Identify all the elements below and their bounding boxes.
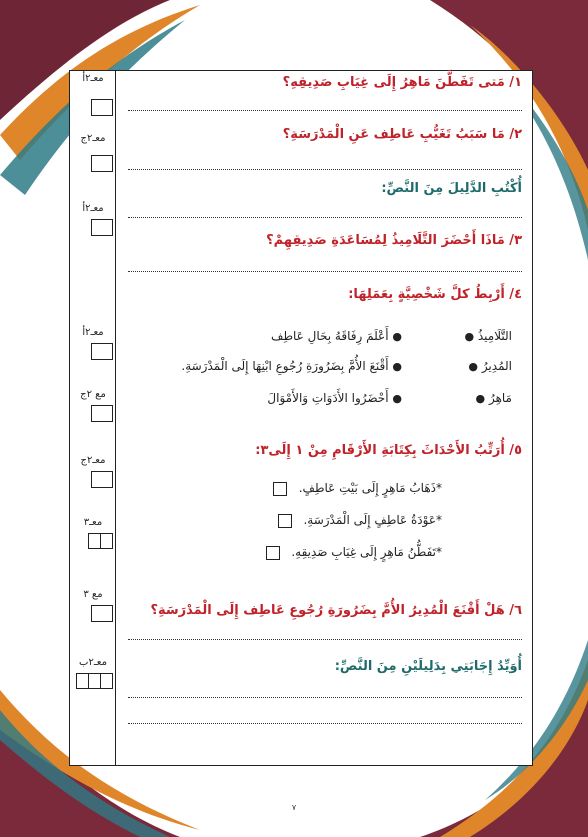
bullet-icon: ● xyxy=(392,360,402,373)
ordering-item xyxy=(266,545,443,560)
question-2-evidence: أُكْتُبِ الدَّلِيلَ مِنَ النَّصِّ: xyxy=(381,181,522,196)
mark-q5b xyxy=(73,517,113,549)
score-box[interactable] xyxy=(91,471,113,488)
worksheet-frame xyxy=(69,70,533,766)
order-number-box[interactable] xyxy=(266,546,280,560)
mark-q1 xyxy=(73,73,113,116)
character-label: التَّلَامِيذُ xyxy=(477,329,512,343)
mark-q4a xyxy=(73,327,113,360)
matching-character[interactable] xyxy=(476,391,512,405)
answer-line[interactable] xyxy=(128,639,522,640)
answer-line[interactable] xyxy=(128,723,522,724)
score-cell[interactable] xyxy=(88,673,101,689)
bullet-icon: ● xyxy=(392,330,402,343)
question-2: ٢/ مَا سَبَبُ تَغَيُّبِ عَاطِف عَنِ الْمَدْرَسَةِ؟ xyxy=(282,127,522,142)
character-label: المُدِيرُ xyxy=(481,359,512,373)
mark-label: معـ٢ج xyxy=(80,133,106,144)
matching-action[interactable] xyxy=(267,391,402,405)
score-cell[interactable] xyxy=(100,533,113,549)
mark-label: معـ٢ج xyxy=(80,455,106,466)
answer-line[interactable] xyxy=(128,169,522,170)
matching-action[interactable] xyxy=(181,359,402,373)
mark-label: معـ٢أ xyxy=(82,73,104,84)
answer-line[interactable] xyxy=(128,271,522,272)
order-number-box[interactable] xyxy=(273,482,287,496)
answer-line[interactable] xyxy=(128,217,522,218)
question-6-evidence: أُوَيِّدُ إِجَابَتِي بِدَلِيلَيْنِ مِنَ النَّصِّ: xyxy=(334,659,522,674)
bullet-icon: ● xyxy=(468,360,478,373)
score-box[interactable] xyxy=(91,219,113,236)
matching-character[interactable] xyxy=(468,359,512,373)
mark-label: مع ٣ xyxy=(83,589,103,600)
ordering-text: *عَوْدَةُ عَاطِفٍ إِلَى الْمَدْرَسَةِ. xyxy=(303,513,442,527)
question-4: ٤/ أَرْبِطُ كلَّ شَخْصِيَّةٍ بِعَمَلِهَا: xyxy=(348,287,522,302)
mark-q2 xyxy=(73,133,113,172)
mark-label: معـ٣ xyxy=(83,517,103,528)
ordering-text: *تَفَطُّنُ مَاهِرٍ إِلَى غِيَابِ صَدِيقِهِ. xyxy=(291,545,442,559)
question-6: ٦/ هَلْ أَقْنَعَ الْمُدِيرُ الأُمَّ بِضَرُورَةِ رُجُوعِ عَاطِف إِلَى الْمَدْرَسَةِ؟ xyxy=(150,603,522,618)
mark-q2-evidence xyxy=(73,203,113,236)
order-number-box[interactable] xyxy=(278,514,292,528)
ordering-item xyxy=(273,481,442,496)
answer-line[interactable] xyxy=(128,697,522,698)
matching-character[interactable] xyxy=(464,329,512,343)
score-box[interactable] xyxy=(91,605,113,622)
matching-action[interactable] xyxy=(271,329,402,343)
question-1: ١/ مَتى تَفَطَّنَ مَاهِرُ إِلَى غِيَابِ صَدِيقِهِ؟ xyxy=(282,75,522,90)
score-box[interactable] xyxy=(91,343,113,360)
mark-q6-evidence xyxy=(73,657,113,689)
mark-q6 xyxy=(73,589,113,622)
score-box[interactable] xyxy=(91,405,113,422)
marking-column xyxy=(70,71,116,765)
score-cells xyxy=(77,533,113,549)
bullet-icon: ● xyxy=(475,392,486,405)
score-cells xyxy=(77,673,113,689)
action-label: أَعْلَمَ رِفَاقَهُ بِحَالِ عَاطِف xyxy=(271,329,389,343)
score-box[interactable] xyxy=(91,99,113,116)
bullet-icon: ● xyxy=(464,330,475,343)
question-3: ٣/ مَاذَا أَحْضَرَ التَّلَامِيذُ لِمُسَاعَدَةِ صَدِيقِهِمْ؟ xyxy=(266,233,522,248)
score-cell[interactable] xyxy=(100,673,113,689)
score-cell[interactable] xyxy=(76,673,89,689)
score-box[interactable] xyxy=(91,155,113,172)
mark-label: معـ٢ب xyxy=(79,657,107,668)
worksheet-content xyxy=(116,71,532,765)
mark-label: معـ٢أ xyxy=(82,327,104,338)
page-number: ٧ xyxy=(291,803,297,812)
mark-label: معـ٢أ xyxy=(82,203,104,214)
character-label: مَاهِرُ xyxy=(488,391,512,405)
bullet-icon: ● xyxy=(392,392,402,405)
ordering-item xyxy=(278,513,442,528)
mark-q4b xyxy=(73,389,113,422)
question-5: ٥/ أُرَتِّبُ الأَحْدَاثَ بِكِتَابَةِ الأَرْقَامِ مِنْ ١ إِلَى٣: xyxy=(255,443,522,458)
action-label: أَقْنَعَ الأُمَّ بِضَرُورَةِ رُجُوعِ ابْنِهَا إِلَى الْمَدْرَسَةِ. xyxy=(181,359,389,373)
score-cell[interactable] xyxy=(88,533,101,549)
ordering-text: *ذَهَابُ مَاهِرٍ إِلَى بَيْتِ عَاطِفٍ. xyxy=(298,481,442,495)
mark-q5a xyxy=(73,455,113,488)
mark-label: مع ٢ج xyxy=(80,389,106,400)
answer-line[interactable] xyxy=(128,110,522,111)
action-label: أَحْضَرُوا الأَدَوَاتِ وَالأَمْوَالَ xyxy=(267,391,389,405)
